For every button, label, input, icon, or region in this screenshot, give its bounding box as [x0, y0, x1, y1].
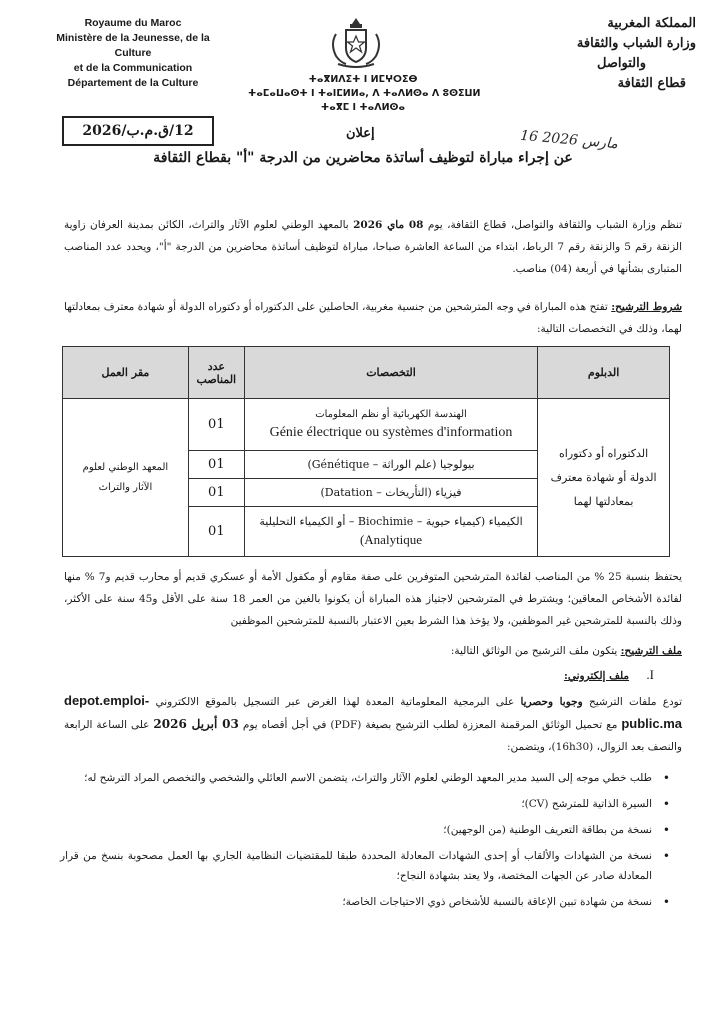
tifinagh-line: ⵜⴰⵎⴰⵡⴰⵙⵜ ⵏ ⵜⴰⵏⵎⵍⵍⴰ, ⴷ ⵜⴰⴷⵍⵙⴰ ⴷ ⵓⵙⵉⵡⵍ: [248, 88, 481, 99]
documents-list: [60, 768, 682, 912]
header-fr-line: Ministère de la Jeunesse, de la Culture: [56, 32, 210, 59]
header-fr-line: et de la Communication: [73, 62, 193, 74]
list-item: • طلب خطي موجه إلى السيد مدير المعهد الوطني لعلوم الآثار والتراث، يتضمن الاسم العائلي والشخصي والتخصص المراد الترشح له؛: [60, 768, 682, 788]
list-item: • نسخة من شهادة تبين الإعاقة بالنسبة للأشخاص ذوي الاحتياجات الخاصة؛: [60, 892, 682, 912]
intro-text-2: بالمعهد الوطني لعلوم الآثار والتراث، الكائن بمدينة العرفان زاوية الزنقة رقم 5 والزنقة رقم 7 الرباط، ابتداء من الساعة العاشرة صباحا، مباراة لتوظيف أساتذة محاضرين من الدرجة "أ"، ويحدد عدد المناصب المتبارى بشأنها في أربعة (04) مناصب.: [64, 219, 682, 275]
specialty-cell: [244, 507, 537, 557]
header-fr-line: Royaume du Maroc: [84, 17, 182, 29]
header-specialties: التخصصات: [244, 347, 537, 399]
header-ar-line: قطاع الثقافة: [617, 76, 686, 91]
specialty-fr: Analytique): [359, 531, 423, 547]
deposit-paragraph: [64, 690, 682, 758]
conditions-label: شروط الترشيح:: [611, 301, 683, 313]
specialty-cell: [244, 399, 537, 451]
posts-cell: 01: [188, 451, 244, 479]
quota-paragraph: يحتفظ بنسبة 25 % من المناصب لفائدة المترشحين المتوفرين على صفة مقاوم أو مكفول الأمة أو عسكري قديم أو محارب قديم و7 % منها لفائدة الأشخاص المعاقين؛ ويشترط في المترشحين لاجتياز هذه المباراة أن يكونوا بالغين من العمر 18 سنة على الأقل و45 سنة على الأكثر، وذلك بالنسبة للمترشحين غير الموظفين، ولا يؤخذ هذا الشرط بعين الاعتبار بالنسبة للمترشحين الموظفين: [64, 571, 683, 627]
deposit-text-3: مع تحميل الوثائق المرقمنة المعززة لطلب الترشيح بصيغة (PDF) في أجل أقصاه يوم: [242, 719, 618, 731]
posts-cell: 01: [188, 479, 244, 507]
specialty-fr: Génie électrique ou systèmes d'information: [269, 424, 513, 440]
header-workplace: مقر العمل: [63, 347, 189, 399]
header-fr-line: Département de la Culture: [67, 77, 199, 89]
list-item: • نسخة من الشهادات والألقاب أو إحدى الشهادات المعادلة المحددة طبقا للمقتضيات النظامية الجاري بها العمل مصحوبة بنسخ من قرار المعادلة صادر عن الجهات المختصة، ولا يعتد بشهادة النجاح؛: [60, 846, 682, 886]
conditions-paragraph: [64, 296, 682, 340]
specialty-ar: الكيمياء (كيمياء حيوية – Biochimie – أو الكيمياء التحليلية: [259, 514, 523, 528]
reference-number: 12/ق.م.ب/2026: [62, 116, 214, 146]
conditions-text: تفتح هذه المباراة في وجه المترشحين من جنسية مغربية، الحاصلين على الدكتوراه أو دكتوراه الدولة أو شهادة معترف بمعادلتها لهما، وذلك في التخصصات التالية:: [64, 301, 682, 335]
file-text: يتكون ملف الترشيح من الوثائق التالية:: [450, 645, 618, 657]
header-tifinagh: [248, 73, 481, 115]
diploma-cell: الدكتوراه أو دكتوراه الدولة أو شهادة معترف بمعادلتها لهما: [538, 399, 670, 557]
deposit-text: تودع ملفات الترشيح: [588, 696, 683, 708]
list-item: • نسخة من بطاقة التعريف الوطنية (من الوجهين)؛: [60, 820, 682, 840]
header-posts: عدد المناصب: [188, 347, 244, 399]
handwritten-date: 16 مارس 2026: [519, 127, 619, 153]
header-ar-line: والتواصل: [597, 56, 646, 71]
specialty-ar: بيولوجيا (علم الوراثة – Génétique): [307, 457, 475, 471]
posts-cell: 01: [188, 399, 244, 451]
deposit-text-2: على البرمجية المعلوماتية المعدة لهذا الغرض عبر التسجيل بالموقع الالكتروني: [155, 696, 515, 708]
section-number: I.: [646, 667, 654, 682]
posts-cell: 01: [188, 507, 244, 557]
table-row: [63, 399, 670, 451]
deposit-text-4: على الساعة الرابعة والنصف بعد الزوال، (16h30)، ويتضمن:: [64, 719, 682, 753]
section-label: ملف إلكتروني:: [563, 670, 630, 682]
header-arabic: [486, 14, 696, 94]
file-label: ملف الترشيح:: [620, 645, 682, 657]
intro-text: تنظم وزارة الشباب والثقافة والتواصل، قطاع الثقافة، يوم: [427, 219, 682, 231]
website-link[interactable]: depot.emploi-public.ma: [64, 693, 682, 731]
electronic-file-heading: [64, 664, 654, 687]
specialty-cell: [244, 451, 537, 479]
header-diploma: الدبلوم: [538, 347, 670, 399]
deadline-date: 03 أبريل 2026: [153, 717, 239, 731]
exam-date: 08 ماي 2026: [353, 219, 424, 231]
coat-of-arms-icon: [328, 16, 384, 70]
deposit-bold: وجوبا وحصريا: [520, 696, 583, 708]
list-item: • السيرة الذاتية للمترشح (CV)؛: [60, 794, 682, 814]
table-header-row: [63, 347, 670, 399]
header-ar-line: المملكة المغربية: [607, 16, 696, 31]
specialty-cell: [244, 479, 537, 507]
header-ar-line: وزارة الشباب والثقافة: [576, 36, 696, 51]
intro-paragraph: [64, 214, 682, 280]
specialties-table: [62, 346, 670, 557]
tifinagh-line: ⵜⴰⴳⵎ ⵏ ⵜⴰⴷⵍⵙⴰ: [320, 102, 406, 113]
header-french: [38, 16, 228, 91]
announcement-label: إعلان: [346, 126, 375, 141]
specialty-ar: الهندسة الكهربائية أو نظم المعلومات: [315, 408, 467, 420]
specialty-ar: فيزياء (التأريخات – Datation): [320, 485, 462, 499]
page-title: عن إجراء مباراة لتوظيف أساتذة محاضرين من الدرجة "أ" بقطاع الثقافة: [153, 150, 573, 166]
file-paragraph: [64, 640, 682, 662]
tifinagh-line: ⵜⴰⴳⵍⴷⵉⵜ ⵏ ⵍⵎⵖⵔⵉⴱ: [308, 74, 418, 85]
workplace-cell: المعهد الوطني لعلوم الآثار والتراث: [63, 399, 189, 557]
